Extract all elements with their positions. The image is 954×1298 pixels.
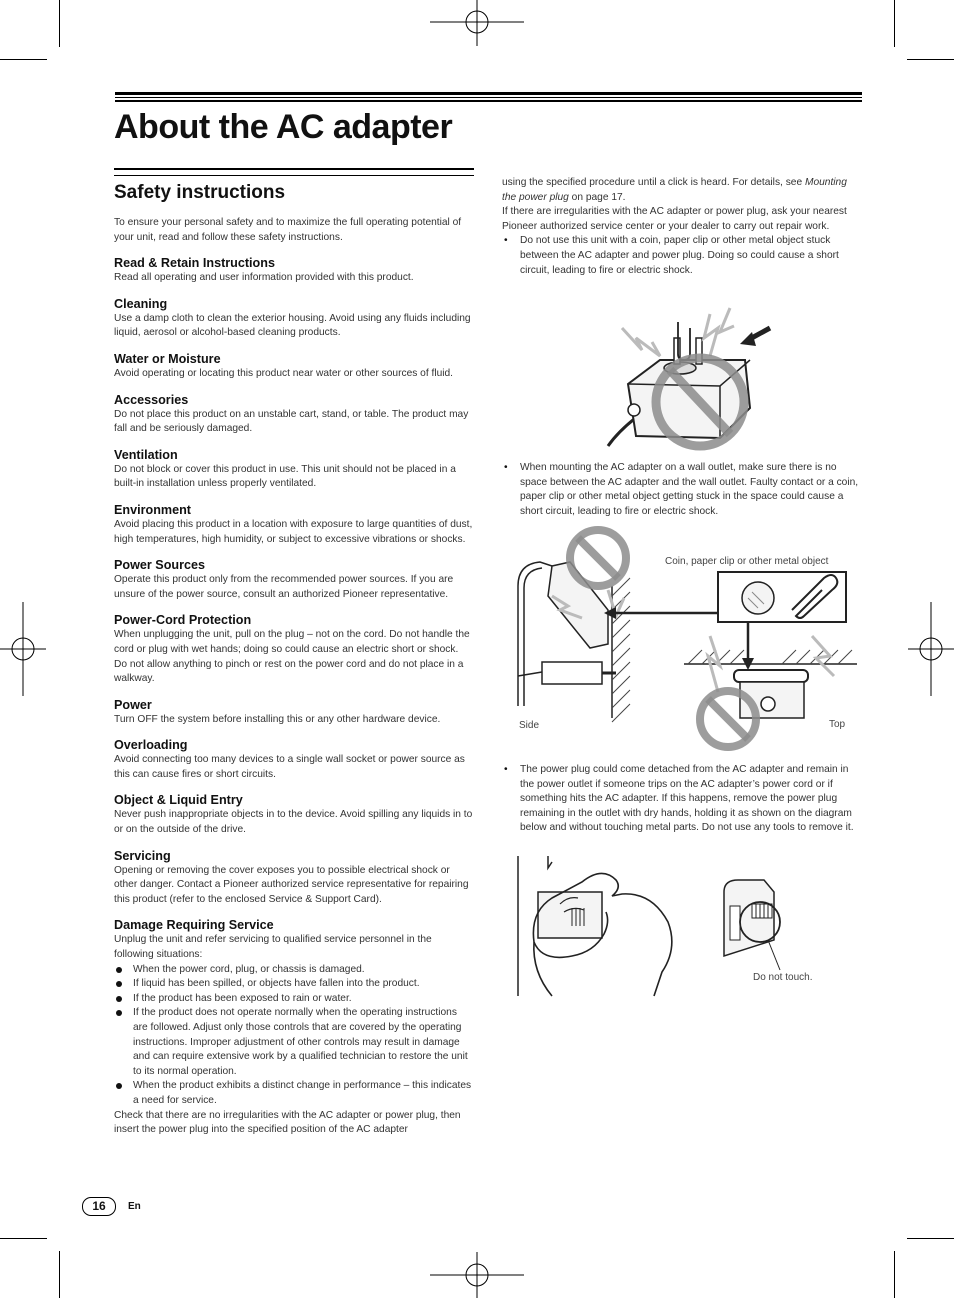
page-number: 16 — [82, 1197, 116, 1216]
item-text: Avoid operating or locating this product near water or other sources of fluid. — [114, 367, 454, 379]
safety-item — [114, 296, 474, 341]
item-title: Cleaning — [114, 296, 168, 311]
safety-item — [114, 792, 474, 837]
page-reference-link[interactable]: Mounting the power plug — [502, 177, 847, 203]
figure-clip-prohibited — [600, 298, 790, 456]
list-item: When the product exhibits a distinct change in performance – this indicates a need for service. — [114, 1079, 474, 1108]
list-item: • When mounting the AC adapter on a wall outlet, make sure there is no space between the AC adapter and the wall outlet. Faulty contact or a coin, paper clip or other metal object getting stuck in the space could cause a short circuit, leading to fire or electric shock. — [502, 461, 862, 519]
list-item: If liquid has been spilled, or objects have fallen into the product. — [114, 977, 474, 992]
item-title: Damage Requiring Service — [114, 918, 274, 933]
item-title: Read & Retain Instructions — [114, 256, 275, 271]
damage-closing: Check that there are no irregularities with the AC adapter or power plug, then insert the power plug into the specified position of the AC adapter — [114, 1109, 461, 1136]
item-title: Ventilation — [114, 447, 178, 462]
bullet-list — [502, 763, 862, 836]
safety-item — [114, 737, 474, 782]
registration-mark-bottom — [430, 1252, 524, 1298]
safety-item — [114, 612, 474, 686]
damage-list — [114, 963, 474, 1109]
item-title: Servicing — [114, 848, 171, 863]
registration-mark-right — [908, 602, 954, 696]
item-text: Do not block or cover this product in use. This unit should not be placed in a built-in installation unless properly ventilated. — [114, 463, 456, 490]
safety-item — [114, 697, 474, 728]
safety-item — [114, 502, 474, 547]
left-column — [114, 168, 474, 1138]
safety-item — [114, 255, 474, 286]
figure-label-top: Top — [829, 719, 846, 730]
continued-text-post: on page 17. — [568, 191, 626, 203]
damage-intro: Unplug the unit and refer servicing to qualified service personnel in the following situations: — [114, 934, 432, 961]
item-text: Turn OFF the system before installing this or any other hardware device. — [114, 713, 441, 725]
item-text: Avoid connecting too many devices to a single wall socket or power source as this can cause fires or short circuits. — [114, 754, 465, 780]
continued-text-pre: using the specified procedure until a click is heard. For details, see — [502, 177, 805, 188]
registration-mark-top — [430, 0, 524, 46]
bullet-list — [502, 234, 862, 278]
safety-intro: To ensure your personal safety and to maximize the full operating potential of your unit, read and follow these safety instructions. — [114, 217, 462, 243]
list-item: If the product has been exposed to rain or water. — [114, 992, 474, 1007]
item-text: Read all operating and user information provided with this product. — [114, 272, 414, 284]
figure-label-side: Side — [519, 720, 540, 731]
item-text: Avoid placing this product in a location with exposure to large quantities of dust, high temperatures, high humidity, or subject to excessive vibrations or shocks. — [114, 518, 473, 545]
safety-item — [114, 848, 474, 908]
item-title: Environment — [114, 502, 191, 517]
item-title: Overloading — [114, 738, 188, 753]
damage-section — [114, 917, 474, 1137]
item-title: Power Sources — [114, 558, 205, 573]
item-title: Object & Liquid Entry — [114, 793, 243, 808]
safety-item — [114, 351, 474, 382]
item-text: Never push inappropriate objects in to the device. Avoid spilling any liquids in to or on the outside of the drive. — [114, 809, 473, 836]
right-column-top — [502, 176, 862, 278]
item-text: Opening or removing the cover exposes you to possible electrical shock or other danger. Contact a Pioneer authorized service representative for repairing this product (refer to the enclosed Service & Support Card). — [114, 864, 469, 905]
safety-item — [114, 392, 474, 437]
language-code: En — [128, 1201, 141, 1212]
figure-label-object: Coin, paper clip or other metal object — [665, 556, 829, 567]
list-item: If the product does not operate normally when the operating instructions are followed. Adjust only those controls that are covered by the operating instructions. Improper adjustment of other controls may result in damage and can require extensive work by a qualified technician to restore the unit to its normal operation. — [114, 1006, 474, 1079]
item-text: When unplugging the unit, pull on the plug – not on the cord. Do not handle the cord or plug with wet hands; doing so could cause an electric short or shock. Do not allow anything to pinch or rest on the power cord and do not place in a walkway. — [114, 629, 470, 685]
bullet-block-3 — [502, 763, 862, 836]
list-item: • Do not use this unit with a coin, paper clip or other metal object stuck between the AC adapter and power plug. Doing so could cause a short circuit, leading to fire or electric shock. — [502, 234, 862, 278]
item-title: Water or Moisture — [114, 351, 221, 366]
item-text: Do not place this product on an unstable cart, stand, or table. The product may fall and be seriously damaged. — [114, 408, 469, 435]
item-title: Power — [114, 697, 152, 712]
figure-label-do-not-touch: Do not touch. — [753, 972, 813, 983]
item-title: Accessories — [114, 392, 189, 407]
irregularity-text: If there are irregularities with the AC adapter or power plug, ask your nearest Pioneer authorized service center or your dealer to carry out repair work. — [502, 206, 847, 232]
registration-mark-left — [0, 602, 46, 696]
item-text: Operate this product only from the recommended power sources. If you are unsure of the power source, consult an authorized Pioneer representative. — [114, 574, 454, 600]
bullet-list — [502, 461, 862, 519]
section-heading: Safety instructions — [114, 182, 286, 203]
item-text: Use a damp cloth to clean the exterior housing. Avoid using any fluids including liquid, aerosol or alcohol-based cleaning products. — [114, 312, 471, 339]
section-rule — [114, 168, 474, 176]
item-title: Power-Cord Protection — [114, 613, 252, 628]
list-item: When the power cord, plug, or chassis is damaged. — [114, 963, 474, 978]
list-item: • The power plug could come detached from the AC adapter and remain in the power outlet if someone trips on the AC adapter’s power cord or if something hits the AC adapter. If this happens, remove the power plug remaining in the outlet with dry hands, holding it as shown on the diagram below and without touching metal parts. Do not use any tools to remove it. — [502, 763, 862, 836]
safety-item — [114, 447, 474, 492]
safety-item — [114, 557, 474, 602]
page-title: About the AC adapter — [114, 108, 453, 146]
bullet-block-2 — [502, 461, 862, 519]
continued-text — [502, 176, 862, 205]
